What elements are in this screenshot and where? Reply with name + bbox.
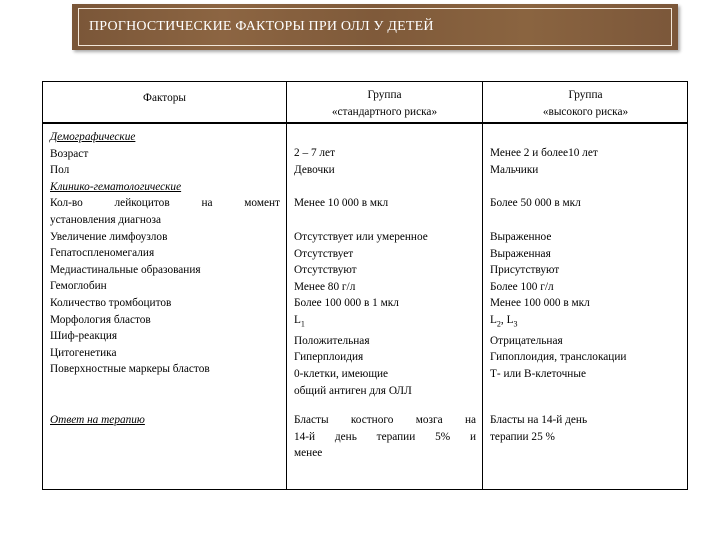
leuko-word-2: лейкоцитов	[114, 197, 170, 210]
high-morph-sub1: 2	[496, 319, 501, 329]
leuko-word-1: Кол-во	[50, 197, 83, 210]
column-divider-2	[482, 82, 483, 489]
high-therapy-response	[490, 412, 685, 445]
high-pas: Отрицательная	[490, 334, 563, 347]
high-surface-markers: Т- или В-клеточные	[490, 368, 586, 380]
std-therapy-w1: Бласты	[294, 414, 329, 426]
factor-surface-markers: Поверхностные маркеры бластов	[50, 363, 210, 376]
factor-leukocytes-line1	[50, 195, 280, 212]
column-divider-1	[286, 82, 287, 489]
std-therapy-w8: 5%	[435, 430, 451, 443]
header-standard-line1: Группа	[367, 89, 402, 101]
factor-therapy-response: Ответ на терапию	[50, 414, 145, 426]
factor-age: Возраст	[50, 147, 89, 160]
factor-sex: Пол	[50, 164, 70, 177]
factors-column	[50, 129, 280, 378]
factor-hepatosplenomegaly: Гепатоспленомегалия	[50, 247, 155, 260]
std-therapy-w7: терапии	[376, 430, 416, 443]
standard-lymph-nodes: Отсутствует или умеренное	[294, 231, 428, 243]
standard-morph-base: L	[294, 313, 301, 326]
high-morph-base1: L	[490, 313, 497, 326]
high-demographic	[490, 145, 685, 178]
standard-platelets: Более 100 000 в 1 мкл	[294, 297, 399, 310]
clinical-heading: Клинико-гематологические	[50, 180, 182, 193]
header-high-line1: Группа	[568, 89, 603, 101]
high-age: Менее 2 и более10 лет	[490, 147, 598, 159]
std-therapy-w6: день	[334, 430, 357, 443]
std-therapy-w3: мозга	[415, 414, 443, 426]
high-morph-sep: ,	[500, 313, 507, 326]
standard-morphology	[294, 312, 476, 333]
leuko-word-4: момент	[244, 197, 280, 210]
title-banner-frame	[78, 8, 672, 46]
high-sex: Мальчики	[490, 163, 539, 176]
title-banner	[72, 4, 678, 50]
standard-therapy-line1	[294, 412, 476, 429]
high-morphology	[490, 312, 685, 333]
high-leukocytes: Более 50 000 в мкл	[490, 197, 581, 209]
std-therapy-w4: на	[464, 414, 476, 426]
factor-cytogenetics: Цитогенетика	[50, 346, 117, 359]
factor-pas-reaction: Шиф-реакция	[50, 330, 118, 343]
header-factors	[43, 90, 286, 107]
std-therapy-w5: 14-й	[294, 430, 316, 443]
standard-morph-sub: 1	[300, 319, 305, 329]
high-morph-sub2: 3	[513, 319, 518, 329]
high-leukocytes-cell	[490, 195, 685, 212]
standard-sex: Девочки	[294, 163, 335, 176]
high-therapy-line1: Бласты на 14-й день	[490, 414, 588, 426]
factor-therapy-response-cell	[50, 412, 280, 429]
header-factors-label: Факторы	[143, 92, 186, 104]
standard-age: 2 – 7 лет	[294, 147, 336, 159]
standard-hepatosplenomegaly: Отсутствует	[294, 247, 354, 260]
standard-therapy-response	[294, 412, 476, 462]
factor-leukocytes-line2: установления диагноза	[50, 213, 162, 226]
slide-title: ПРОГНОСТИЧЕСКИЕ ФАКТОРЫ ПРИ ОЛЛ У ДЕТЕЙ	[89, 19, 434, 34]
factor-hemoglobin: Гемоглобин	[50, 280, 107, 293]
standard-surface-line1: 0-клетки, имеющие	[294, 368, 389, 380]
high-lymph-nodes: Выраженное	[490, 231, 552, 243]
standard-therapy-line2	[294, 429, 476, 446]
header-high-line2: «высокого риска»	[542, 105, 629, 118]
high-hepatosplenomegaly: Выраженная	[490, 247, 551, 260]
high-platelets: Менее 100 000 в мкл	[490, 297, 590, 310]
standard-pas: Положительная	[294, 334, 370, 347]
header-standard-risk	[287, 87, 482, 120]
header-standard-line2: «стандартного риска»	[331, 105, 438, 118]
standard-mediastinal: Отсутствуют	[294, 264, 357, 277]
header-high-risk	[483, 87, 688, 120]
prognostic-factors-table	[42, 81, 688, 490]
standard-clinical	[294, 229, 476, 399]
demographic-heading: Демографические	[50, 131, 136, 143]
standard-hemoglobin: Менее 80 г/л	[294, 280, 356, 293]
high-hemoglobin: Более 100 г/л	[490, 280, 554, 293]
standard-leukocytes-cell	[294, 195, 476, 212]
standard-cytogenetics: Гиперплоидия	[294, 351, 364, 364]
standard-therapy-line3: менее	[294, 447, 323, 460]
std-therapy-w9: и	[469, 430, 476, 443]
standard-surface-line2: общий антиген для ОЛЛ	[294, 384, 412, 397]
high-morph-base2: L	[506, 313, 514, 326]
factor-morphology: Морфология бластов	[50, 313, 151, 326]
std-therapy-w2: костного	[350, 414, 394, 426]
standard-demographic	[294, 145, 476, 178]
factor-platelets: Количество тромбоцитов	[50, 296, 172, 309]
leuko-word-3: на	[201, 197, 213, 210]
standard-leukocytes: Менее 10 000 в мкл	[294, 197, 389, 209]
high-mediastinal: Присутствуют	[490, 264, 560, 277]
high-cytogenetics: Гипоплоидия, транслокации	[490, 351, 627, 364]
high-therapy-line2: терапии 25 %	[490, 430, 555, 443]
factor-lymph-nodes: Увеличение лимфоузлов	[50, 230, 168, 243]
high-clinical	[490, 229, 685, 383]
factor-mediastinal: Медиастинальные образования	[50, 263, 201, 276]
